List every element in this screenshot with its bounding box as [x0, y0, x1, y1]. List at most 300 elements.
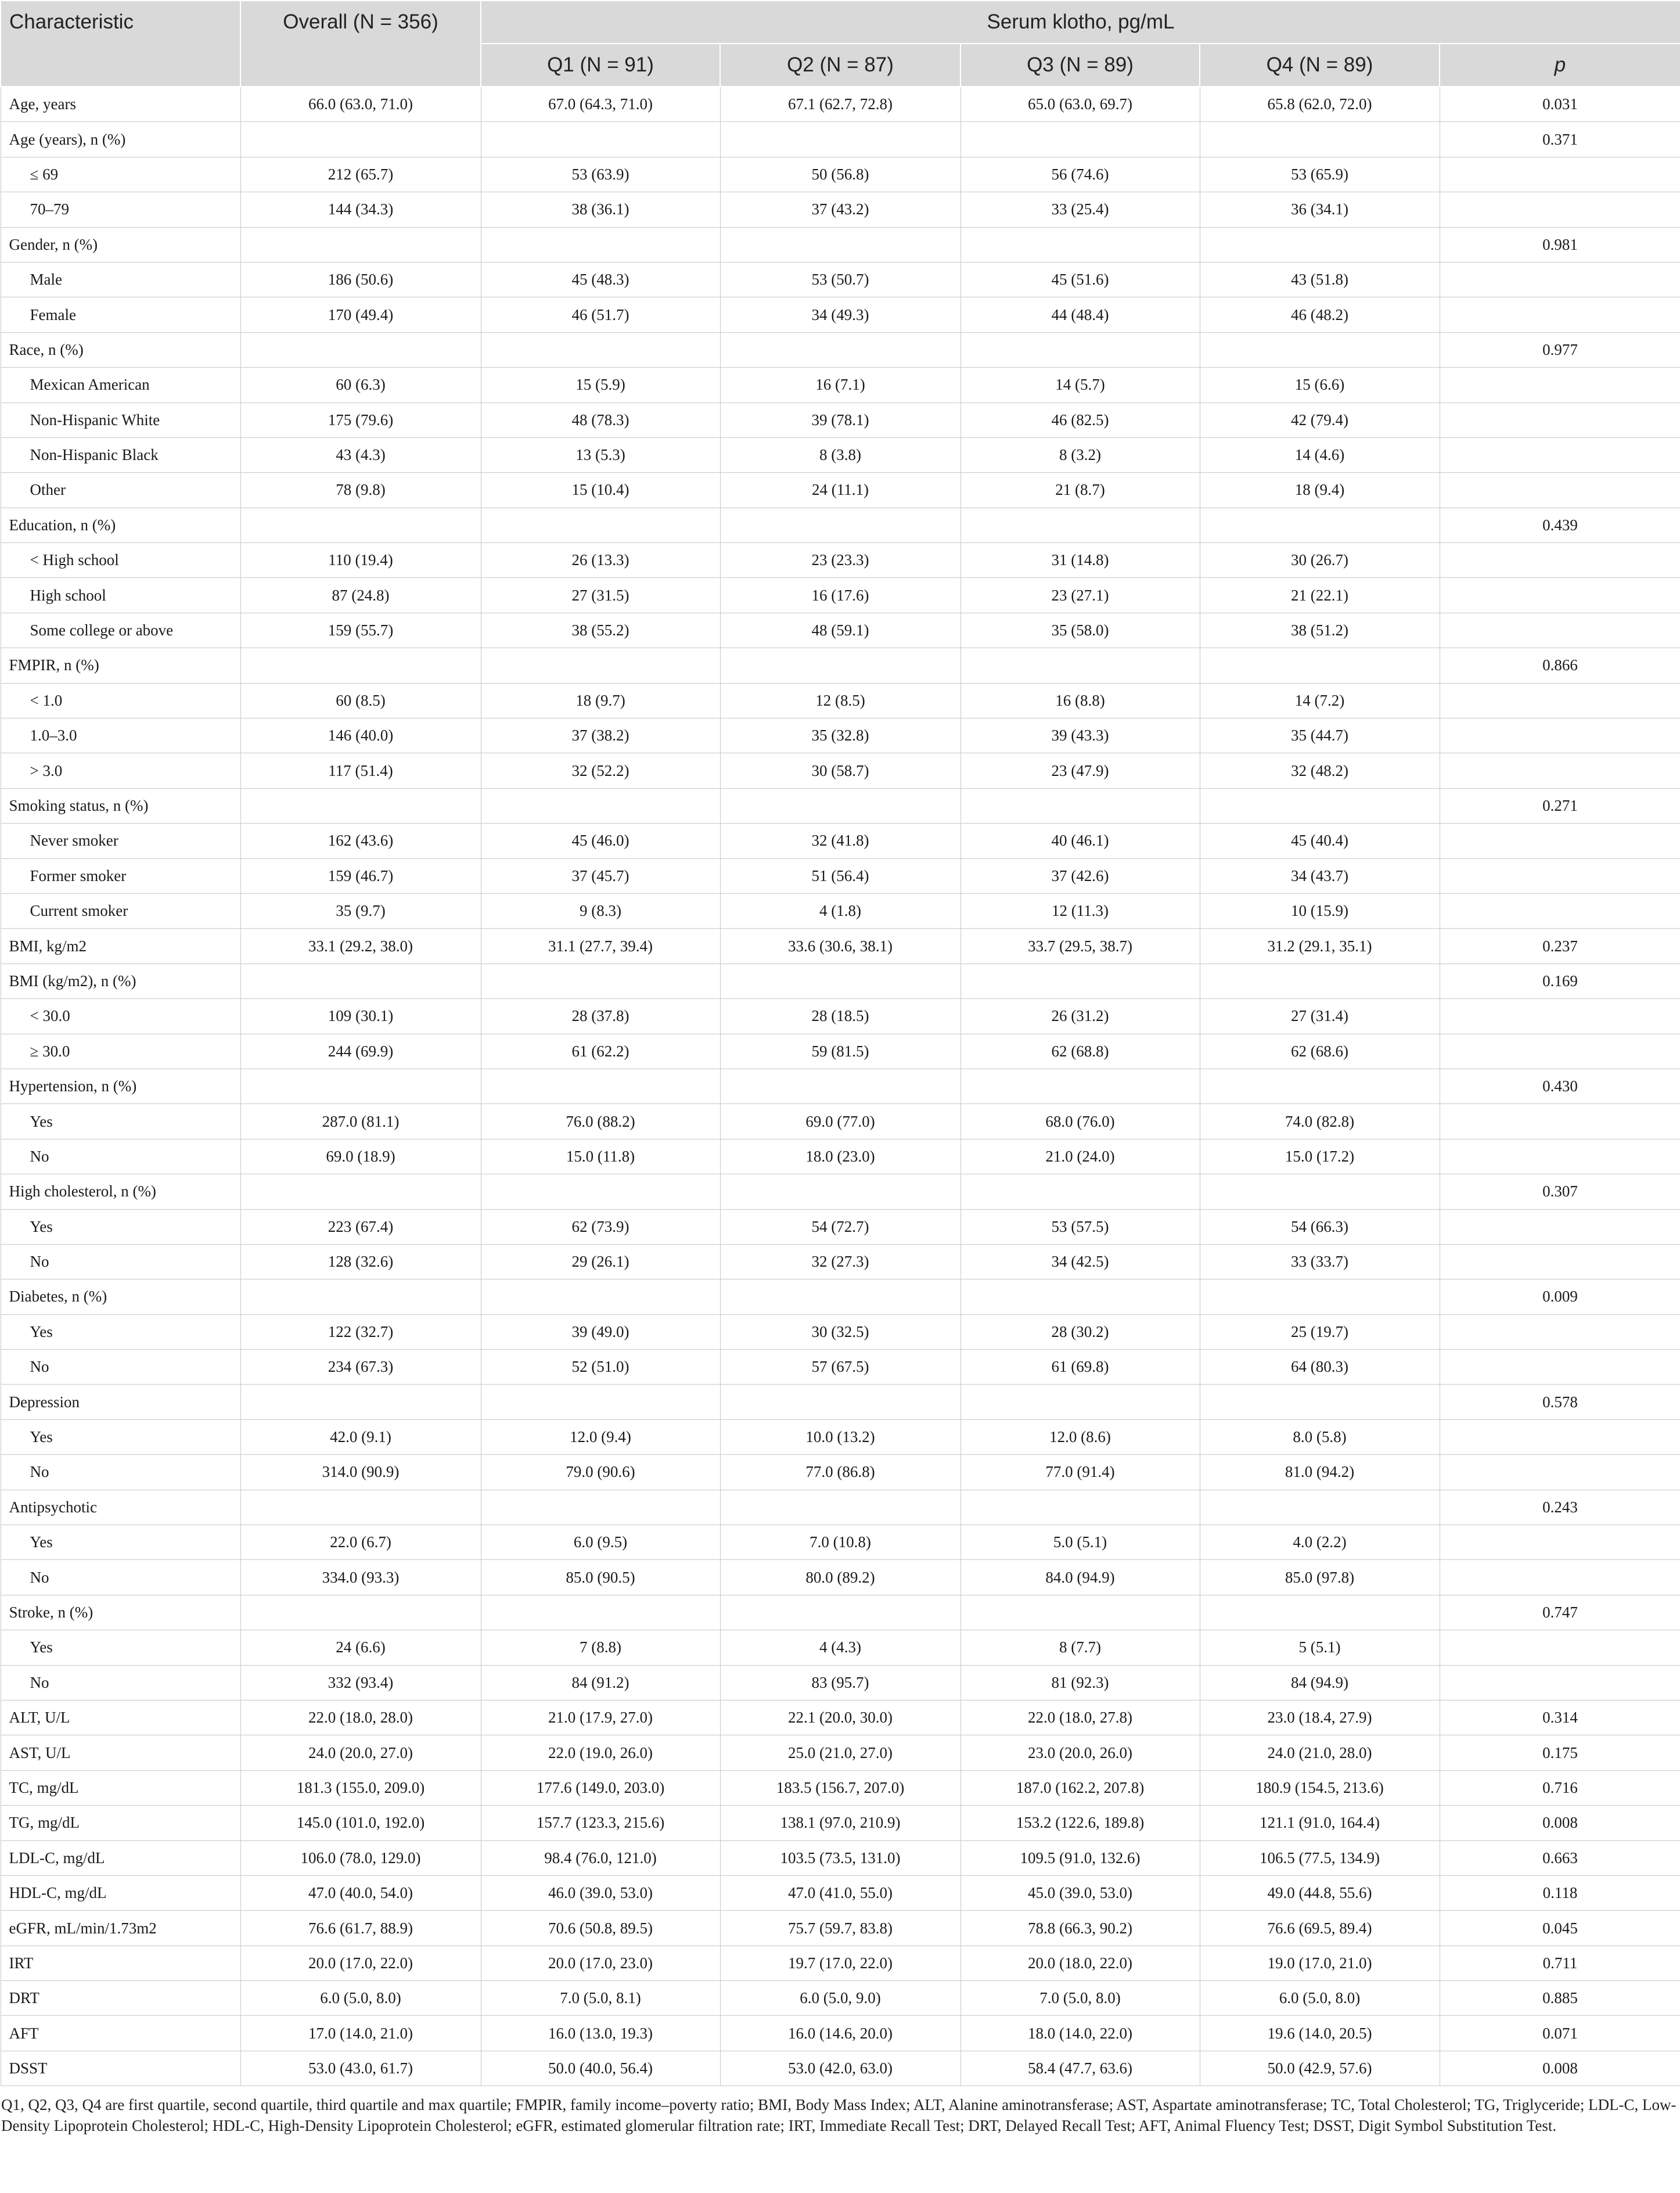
q1-cell: 67.0 (64.3, 71.0)	[481, 87, 720, 122]
overall-cell: 212 (65.7)	[240, 157, 481, 192]
table-footnote: Q1, Q2, Q3, Q4 are first quartile, second quartile, third quartile and max quartile; FMPIR, family income–poverty ratio; BMI, Body Mass Index; ALT, Alanine aminotransferase; AST, Aspartate aminotransferase; TC, Total Cholesterol; TG, Triglyceride; LDL-C, Low-Density Lipoprotein Cholesterol; HDL-C, High-Density Lipoprotein Cholesterol; eGFR, estimated glomerular filtration rate; IRT, Immediate Recall Test; DRT, Delayed Recall Test; AFT, Animal Fluency Test; DSST, Digit Symbol Substitution Test.	[1, 2096, 1677, 2135]
q4-cell: 8.0 (5.8)	[1200, 1419, 1440, 1454]
q1-cell	[481, 1069, 720, 1103]
q4-cell: 64 (80.3)	[1200, 1350, 1440, 1385]
p-value-cell: 0.314	[1440, 1700, 1680, 1735]
q2-cell: 4 (1.8)	[720, 893, 960, 928]
q1-cell: 62 (73.9)	[481, 1209, 720, 1244]
table-row	[1, 788, 1680, 823]
table-row	[1, 683, 1680, 718]
row-label: Education, n (%)	[1, 508, 240, 542]
q2-cell: 69.0 (77.0)	[720, 1104, 960, 1139]
p-value-cell: 0.977	[1440, 332, 1680, 367]
overall-cell: 24 (6.6)	[240, 1630, 481, 1665]
p-value-cell: 0.711	[1440, 1946, 1680, 1980]
q2-cell: 57 (67.5)	[720, 1350, 960, 1385]
table-row	[1, 718, 1680, 753]
q2-cell: 103.5 (73.5, 131.0)	[720, 1840, 960, 1875]
row-label: < 1.0	[1, 683, 240, 718]
q4-cell	[1200, 964, 1440, 998]
q4-cell: 54 (66.3)	[1200, 1209, 1440, 1244]
overall-cell: 244 (69.9)	[240, 1034, 481, 1069]
table-row	[1, 824, 1680, 858]
q3-cell: 84.0 (94.9)	[960, 1560, 1200, 1595]
q4-cell: 33 (33.7)	[1200, 1244, 1440, 1279]
row-label: Non-Hispanic White	[1, 402, 240, 437]
q2-cell	[720, 788, 960, 823]
overall-cell: 106.0 (78.0, 129.0)	[240, 1840, 481, 1875]
header-overall: Overall (N = 356)	[240, 1, 481, 87]
q4-cell: 65.8 (62.0, 72.0)	[1200, 87, 1440, 122]
p-value-cell	[1440, 473, 1680, 508]
q1-cell: 6.0 (9.5)	[481, 1525, 720, 1560]
q4-cell	[1200, 1174, 1440, 1209]
table-row	[1, 1595, 1680, 1630]
p-value-cell	[1440, 858, 1680, 893]
table-row	[1, 1069, 1680, 1103]
q2-cell: 67.1 (62.7, 72.8)	[720, 87, 960, 122]
q4-cell: 34 (43.7)	[1200, 858, 1440, 893]
table-row	[1, 1946, 1680, 1980]
q4-cell: 6.0 (5.0, 8.0)	[1200, 1981, 1440, 2016]
q3-cell: 28 (30.2)	[960, 1314, 1200, 1349]
q3-cell: 65.0 (63.0, 69.7)	[960, 87, 1200, 122]
q2-cell: 4 (4.3)	[720, 1630, 960, 1665]
p-value-cell: 0.430	[1440, 1069, 1680, 1103]
q1-cell	[481, 1595, 720, 1630]
q1-cell	[481, 332, 720, 367]
q2-cell	[720, 122, 960, 157]
row-label: LDL-C, mg/dL	[1, 1840, 240, 1875]
q1-cell: 61 (62.2)	[481, 1034, 720, 1069]
q1-cell: 31.1 (27.7, 39.4)	[481, 929, 720, 964]
row-label: Antipsychotic	[1, 1490, 240, 1525]
overall-cell: 110 (19.4)	[240, 543, 481, 578]
q4-cell: 62 (68.6)	[1200, 1034, 1440, 1069]
row-label: Age, years	[1, 87, 240, 122]
p-value-cell: 0.237	[1440, 929, 1680, 964]
p-value-cell	[1440, 1455, 1680, 1490]
q2-cell: 80.0 (89.2)	[720, 1560, 960, 1595]
q4-cell: 27 (31.4)	[1200, 999, 1440, 1034]
table-row	[1, 613, 1680, 648]
q2-cell: 51 (56.4)	[720, 858, 960, 893]
row-label: High school	[1, 578, 240, 613]
q2-cell: 22.1 (20.0, 30.0)	[720, 1700, 960, 1735]
q1-cell: 37 (38.2)	[481, 718, 720, 753]
overall-cell: 24.0 (20.0, 27.0)	[240, 1735, 481, 1770]
row-label: Diabetes, n (%)	[1, 1279, 240, 1314]
q4-cell: 5 (5.1)	[1200, 1630, 1440, 1665]
table-row	[1, 1490, 1680, 1525]
q1-cell	[481, 508, 720, 542]
q4-cell: 21 (22.1)	[1200, 578, 1440, 613]
overall-cell	[240, 788, 481, 823]
q4-cell	[1200, 788, 1440, 823]
q2-cell: 83 (95.7)	[720, 1665, 960, 1700]
q3-cell: 12.0 (8.6)	[960, 1419, 1200, 1454]
q1-cell: 16.0 (13.0, 19.3)	[481, 2016, 720, 2051]
row-label: Yes	[1, 1209, 240, 1244]
q1-cell: 38 (55.2)	[481, 613, 720, 648]
header-p-label: p	[1554, 53, 1566, 76]
p-value-cell	[1440, 192, 1680, 227]
q2-cell	[720, 227, 960, 262]
row-label: < 30.0	[1, 999, 240, 1034]
q2-cell: 37 (43.2)	[720, 192, 960, 227]
table-body	[1, 87, 1680, 2086]
q1-cell	[481, 648, 720, 683]
q3-cell: 34 (42.5)	[960, 1244, 1200, 1279]
q1-cell: 85.0 (90.5)	[481, 1560, 720, 1595]
q4-cell: 30 (26.7)	[1200, 543, 1440, 578]
overall-cell: 181.3 (155.0, 209.0)	[240, 1770, 481, 1805]
overall-cell: 145.0 (101.0, 192.0)	[240, 1806, 481, 1840]
p-value-cell: 0.243	[1440, 1490, 1680, 1525]
q3-cell: 109.5 (91.0, 132.6)	[960, 1840, 1200, 1875]
p-value-cell	[1440, 1560, 1680, 1595]
p-value-cell	[1440, 1139, 1680, 1174]
table-row	[1, 402, 1680, 437]
p-value-cell: 0.747	[1440, 1595, 1680, 1630]
table-row	[1, 473, 1680, 508]
row-label: Mexican American	[1, 368, 240, 402]
overall-cell	[240, 227, 481, 262]
p-value-cell	[1440, 543, 1680, 578]
overall-cell	[240, 122, 481, 157]
table-row	[1, 368, 1680, 402]
overall-cell: 6.0 (5.0, 8.0)	[240, 1981, 481, 2016]
q1-cell	[481, 122, 720, 157]
q3-cell	[960, 122, 1200, 157]
table-row	[1, 1419, 1680, 1454]
q1-cell: 157.7 (123.3, 215.6)	[481, 1806, 720, 1840]
row-label: No	[1, 1244, 240, 1279]
q3-cell	[960, 788, 1200, 823]
q4-cell	[1200, 1385, 1440, 1419]
table-row	[1, 1139, 1680, 1174]
table-row	[1, 1700, 1680, 1735]
q3-cell: 58.4 (47.7, 63.6)	[960, 2051, 1200, 2086]
row-label: TG, mg/dL	[1, 1806, 240, 1840]
table-row	[1, 1560, 1680, 1595]
q3-cell: 35 (58.0)	[960, 613, 1200, 648]
q3-cell: 21.0 (24.0)	[960, 1139, 1200, 1174]
p-value-cell	[1440, 683, 1680, 718]
row-label: 1.0–3.0	[1, 718, 240, 753]
q4-cell: 74.0 (82.8)	[1200, 1104, 1440, 1139]
q2-cell: 48 (59.1)	[720, 613, 960, 648]
p-value-cell	[1440, 718, 1680, 753]
table-row	[1, 122, 1680, 157]
q3-cell: 68.0 (76.0)	[960, 1104, 1200, 1139]
p-value-cell	[1440, 824, 1680, 858]
row-label: Yes	[1, 1525, 240, 1560]
overall-cell: 42.0 (9.1)	[240, 1419, 481, 1454]
q2-cell: 30 (58.7)	[720, 753, 960, 788]
overall-cell: 20.0 (17.0, 22.0)	[240, 1946, 481, 1980]
overall-cell: 69.0 (18.9)	[240, 1139, 481, 1174]
overall-cell: 35 (9.7)	[240, 893, 481, 928]
q2-cell	[720, 648, 960, 683]
table-row	[1, 648, 1680, 683]
p-value-cell: 0.371	[1440, 122, 1680, 157]
p-value-cell: 0.031	[1440, 87, 1680, 122]
q1-cell: 7.0 (5.0, 8.1)	[481, 1981, 720, 2016]
table-row	[1, 1455, 1680, 1490]
q1-cell: 15.0 (11.8)	[481, 1139, 720, 1174]
q2-cell: 6.0 (5.0, 9.0)	[720, 1981, 960, 2016]
row-label: AFT	[1, 2016, 240, 2051]
header-serum-klotho: Serum klotho, pg/mL	[481, 1, 1680, 44]
q1-cell: 32 (52.2)	[481, 753, 720, 788]
q3-cell: 23.0 (20.0, 26.0)	[960, 1735, 1200, 1770]
row-label: ≥ 30.0	[1, 1034, 240, 1069]
row-label: Age (years), n (%)	[1, 122, 240, 157]
q1-cell: 177.6 (149.0, 203.0)	[481, 1770, 720, 1805]
p-value-cell: 0.009	[1440, 1279, 1680, 1314]
p-value-cell	[1440, 402, 1680, 437]
table-row	[1, 753, 1680, 788]
overall-cell: 47.0 (40.0, 54.0)	[240, 1875, 481, 1910]
row-label: Never smoker	[1, 824, 240, 858]
q1-cell: 20.0 (17.0, 23.0)	[481, 1946, 720, 1980]
q4-cell: 32 (48.2)	[1200, 753, 1440, 788]
q4-cell: 180.9 (154.5, 213.6)	[1200, 1770, 1440, 1805]
q1-cell: 15 (10.4)	[481, 473, 720, 508]
q4-cell: 15.0 (17.2)	[1200, 1139, 1440, 1174]
overall-cell: 78 (9.8)	[240, 473, 481, 508]
q1-cell: 52 (51.0)	[481, 1350, 720, 1385]
row-label: > 3.0	[1, 753, 240, 788]
row-label: Female	[1, 297, 240, 332]
p-value-cell: 0.578	[1440, 1385, 1680, 1419]
overall-cell: 60 (8.5)	[240, 683, 481, 718]
q4-cell: 19.6 (14.0, 20.5)	[1200, 2016, 1440, 2051]
p-value-cell	[1440, 1630, 1680, 1665]
p-value-cell	[1440, 753, 1680, 788]
q4-cell	[1200, 1069, 1440, 1103]
table-row	[1, 437, 1680, 472]
p-value-cell: 0.885	[1440, 1981, 1680, 2016]
overall-cell: 223 (67.4)	[240, 1209, 481, 1244]
row-label: ≤ 69	[1, 157, 240, 192]
p-value-cell	[1440, 999, 1680, 1034]
q3-cell: 39 (43.3)	[960, 718, 1200, 753]
q4-cell: 49.0 (44.8, 55.6)	[1200, 1875, 1440, 1910]
table-row	[1, 87, 1680, 122]
q2-cell: 138.1 (97.0, 210.9)	[720, 1806, 960, 1840]
overall-cell: 287.0 (81.1)	[240, 1104, 481, 1139]
p-value-cell	[1440, 1314, 1680, 1349]
q2-cell: 18.0 (23.0)	[720, 1139, 960, 1174]
q2-cell: 24 (11.1)	[720, 473, 960, 508]
overall-cell: 170 (49.4)	[240, 297, 481, 332]
q3-cell	[960, 964, 1200, 998]
q3-cell	[960, 1279, 1200, 1314]
q3-cell: 61 (69.8)	[960, 1350, 1200, 1385]
p-value-cell	[1440, 613, 1680, 648]
q3-cell: 5.0 (5.1)	[960, 1525, 1200, 1560]
q1-cell: 37 (45.7)	[481, 858, 720, 893]
row-label: 70–79	[1, 192, 240, 227]
table-row	[1, 1279, 1680, 1314]
q1-cell: 12.0 (9.4)	[481, 1419, 720, 1454]
row-label: Stroke, n (%)	[1, 1595, 240, 1630]
row-label: No	[1, 1455, 240, 1490]
q3-cell	[960, 1174, 1200, 1209]
q1-cell: 29 (26.1)	[481, 1244, 720, 1279]
overall-cell: 159 (46.7)	[240, 858, 481, 893]
table-row	[1, 1174, 1680, 1209]
p-value-cell	[1440, 437, 1680, 472]
header-p-value	[1440, 44, 1680, 87]
p-value-cell: 0.045	[1440, 1911, 1680, 1946]
row-label: Current smoker	[1, 893, 240, 928]
overall-cell: 22.0 (18.0, 28.0)	[240, 1700, 481, 1735]
header-q1: Q1 (N = 91)	[481, 44, 720, 87]
q2-cell	[720, 1595, 960, 1630]
table-row	[1, 1209, 1680, 1244]
q4-cell	[1200, 227, 1440, 262]
q2-cell: 25.0 (21.0, 27.0)	[720, 1735, 960, 1770]
q2-cell: 50 (56.8)	[720, 157, 960, 192]
q4-cell: 85.0 (97.8)	[1200, 1560, 1440, 1595]
q3-cell: 56 (74.6)	[960, 157, 1200, 192]
q1-cell: 39 (49.0)	[481, 1314, 720, 1349]
row-label: BMI, kg/m2	[1, 929, 240, 964]
overall-cell: 117 (51.4)	[240, 753, 481, 788]
p-value-cell: 0.271	[1440, 788, 1680, 823]
q2-cell: 47.0 (41.0, 55.0)	[720, 1875, 960, 1910]
overall-cell: 128 (32.6)	[240, 1244, 481, 1279]
overall-cell: 43 (4.3)	[240, 437, 481, 472]
q1-cell: 45 (46.0)	[481, 824, 720, 858]
row-label: Other	[1, 473, 240, 508]
q2-cell: 23 (23.3)	[720, 543, 960, 578]
q4-cell: 53 (65.9)	[1200, 157, 1440, 192]
overall-cell: 22.0 (6.7)	[240, 1525, 481, 1560]
overall-cell: 76.6 (61.7, 88.9)	[240, 1911, 481, 1946]
q1-cell: 46.0 (39.0, 53.0)	[481, 1875, 720, 1910]
overall-cell: 234 (67.3)	[240, 1350, 481, 1385]
q2-cell: 53 (50.7)	[720, 262, 960, 297]
q1-cell: 50.0 (40.0, 56.4)	[481, 2051, 720, 2086]
p-value-cell: 0.716	[1440, 1770, 1680, 1805]
q1-cell: 70.6 (50.8, 89.5)	[481, 1911, 720, 1946]
row-label: High cholesterol, n (%)	[1, 1174, 240, 1209]
row-label: Non-Hispanic Black	[1, 437, 240, 472]
overall-cell	[240, 648, 481, 683]
row-label: eGFR, mL/min/1.73m2	[1, 1911, 240, 1946]
q4-cell: 106.5 (77.5, 134.9)	[1200, 1840, 1440, 1875]
q1-cell	[481, 964, 720, 998]
overall-cell: 60 (6.3)	[240, 368, 481, 402]
q4-cell: 84 (94.9)	[1200, 1665, 1440, 1700]
overall-cell: 334.0 (93.3)	[240, 1560, 481, 1595]
row-label: Yes	[1, 1419, 240, 1454]
q2-cell: 16.0 (14.6, 20.0)	[720, 2016, 960, 2051]
q4-cell: 10 (15.9)	[1200, 893, 1440, 928]
table-row	[1, 2016, 1680, 2051]
table-header	[1, 1, 1680, 87]
q1-cell: 28 (37.8)	[481, 999, 720, 1034]
p-value-cell	[1440, 1034, 1680, 1069]
q2-cell	[720, 332, 960, 367]
table-row	[1, 1665, 1680, 1700]
table-row	[1, 1314, 1680, 1349]
q3-cell	[960, 508, 1200, 542]
q1-cell: 46 (51.7)	[481, 297, 720, 332]
q3-cell: 18.0 (14.0, 22.0)	[960, 2016, 1200, 2051]
q3-cell: 16 (8.8)	[960, 683, 1200, 718]
q4-cell: 76.6 (69.5, 89.4)	[1200, 1911, 1440, 1946]
q2-cell: 39 (78.1)	[720, 402, 960, 437]
q4-cell: 35 (44.7)	[1200, 718, 1440, 753]
table-row	[1, 1806, 1680, 1840]
q3-cell: 26 (31.2)	[960, 999, 1200, 1034]
header-q3: Q3 (N = 89)	[960, 44, 1200, 87]
q2-cell: 53.0 (42.0, 63.0)	[720, 2051, 960, 2086]
row-label: DRT	[1, 1981, 240, 2016]
overall-cell	[240, 332, 481, 367]
table-row	[1, 858, 1680, 893]
overall-cell: 87 (24.8)	[240, 578, 481, 613]
header-q2: Q2 (N = 87)	[720, 44, 960, 87]
q2-cell: 10.0 (13.2)	[720, 1419, 960, 1454]
overall-cell: 314.0 (90.9)	[240, 1455, 481, 1490]
p-value-cell: 0.008	[1440, 2051, 1680, 2086]
overall-cell	[240, 1279, 481, 1314]
row-label: Former smoker	[1, 858, 240, 893]
table-row	[1, 1034, 1680, 1069]
row-label: Race, n (%)	[1, 332, 240, 367]
table-row	[1, 192, 1680, 227]
q1-cell	[481, 788, 720, 823]
overall-cell: 53.0 (43.0, 61.7)	[240, 2051, 481, 2086]
q1-cell: 48 (78.3)	[481, 402, 720, 437]
row-label: TC, mg/dL	[1, 1770, 240, 1805]
q4-cell: 4.0 (2.2)	[1200, 1525, 1440, 1560]
table-row	[1, 1244, 1680, 1279]
q1-cell: 45 (48.3)	[481, 262, 720, 297]
table-row	[1, 1911, 1680, 1946]
table-row	[1, 1981, 1680, 2016]
q3-cell: 45 (51.6)	[960, 262, 1200, 297]
overall-cell: 186 (50.6)	[240, 262, 481, 297]
p-value-cell: 0.118	[1440, 1875, 1680, 1910]
q2-cell	[720, 964, 960, 998]
q1-cell: 26 (13.3)	[481, 543, 720, 578]
header-characteristic: Characteristic	[1, 1, 240, 87]
row-label: Yes	[1, 1314, 240, 1349]
p-value-cell	[1440, 297, 1680, 332]
q1-cell: 13 (5.3)	[481, 437, 720, 472]
row-label: IRT	[1, 1946, 240, 1980]
p-value-cell	[1440, 1244, 1680, 1279]
row-label: Yes	[1, 1630, 240, 1665]
q3-cell: 40 (46.1)	[960, 824, 1200, 858]
table-row	[1, 1104, 1680, 1139]
p-value-cell	[1440, 1665, 1680, 1700]
q1-cell	[481, 1279, 720, 1314]
q4-cell	[1200, 648, 1440, 683]
q4-cell: 36 (34.1)	[1200, 192, 1440, 227]
q2-cell: 54 (72.7)	[720, 1209, 960, 1244]
q3-cell: 14 (5.7)	[960, 368, 1200, 402]
row-label: No	[1, 1350, 240, 1385]
p-value-cell: 0.307	[1440, 1174, 1680, 1209]
